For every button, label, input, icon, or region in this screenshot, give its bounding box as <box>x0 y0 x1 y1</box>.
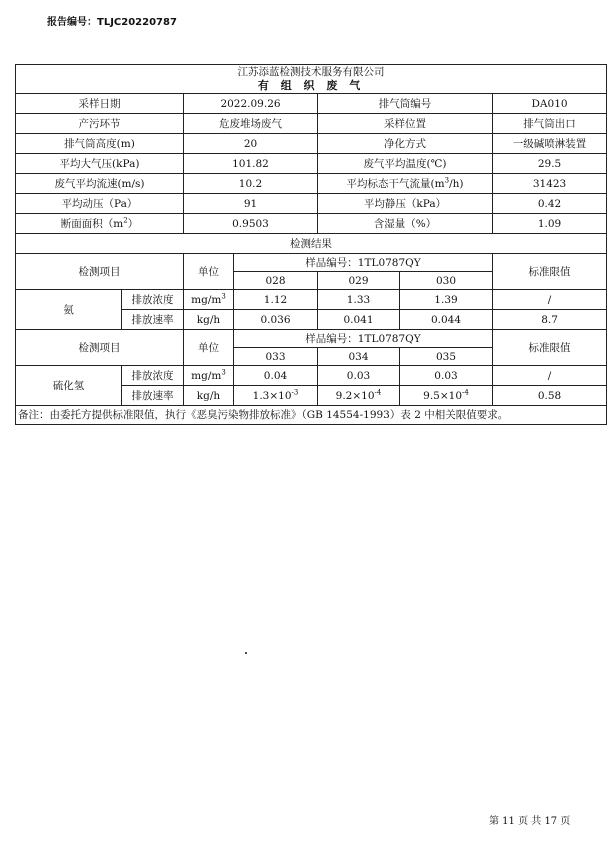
parameter-name: 排放浓度 <box>122 366 184 386</box>
sample-id: 028 <box>234 272 318 290</box>
value-cell: $9.2\times 10^{-4}$ <box>318 386 400 406</box>
pollutant-name: 硫化氢 <box>16 366 122 406</box>
info-value: 排气筒出口 <box>493 114 607 134</box>
data-row <box>16 290 607 310</box>
info-label: 平均动压（Pa） <box>16 194 184 214</box>
info-value: 91 <box>184 194 318 214</box>
info-row <box>16 94 607 114</box>
value-cell: 0.041 <box>318 310 400 330</box>
title-row <box>16 65 607 94</box>
unit-cell: $mg/m^3$ <box>184 366 234 386</box>
limit-cell: / <box>493 366 607 386</box>
results-header-row <box>16 234 607 254</box>
remarks: 备注：由委托方提供标准限值，执行《恶臭污染物排放标准》（GB 14554-1993）表 2 中相关限值要求。 <box>16 406 607 425</box>
sample-id: 034 <box>318 348 400 366</box>
info-label: 断面面积$(m^2)$ <box>16 214 184 234</box>
value-cell: 0.044 <box>400 310 493 330</box>
info-value: 危废堆场废气 <box>184 114 318 134</box>
unit-cell: kg/h <box>184 386 234 406</box>
value-cell: 0.03 <box>400 366 493 386</box>
exhaust-gas-table <box>15 64 607 425</box>
info-row <box>16 194 607 214</box>
item-header: 检测项目 <box>16 330 184 366</box>
scan-speck <box>245 652 247 654</box>
info-value: 10.2 <box>184 174 318 194</box>
info-value: 0.9503 <box>184 214 318 234</box>
sample-id: 030 <box>400 272 493 290</box>
test-report-sheet <box>15 64 606 425</box>
unit-header: 单位 <box>184 254 234 290</box>
sample-id: 029 <box>318 272 400 290</box>
info-label: 净化方式 <box>318 134 493 154</box>
info-value: 31423 <box>493 174 607 194</box>
limit-header: 标准限值 <box>493 330 607 366</box>
info-value: 0.42 <box>493 194 607 214</box>
parameter-name: 排放速率 <box>122 386 184 406</box>
sample-number-header: 样品编号：1TL0787QY <box>234 330 493 348</box>
info-label: 采样日期 <box>16 94 184 114</box>
results-header: 检测结果 <box>16 234 607 254</box>
info-label: 废气平均流速(m/s) <box>16 174 184 194</box>
info-label: 含湿量（%） <box>318 214 493 234</box>
section-header-row <box>16 254 607 272</box>
limit-cell: 0.58 <box>493 386 607 406</box>
data-row <box>16 366 607 386</box>
info-label: 产污环节 <box>16 114 184 134</box>
limit-cell: 8.7 <box>493 310 607 330</box>
info-row <box>16 134 607 154</box>
info-label: 平均静压（kPa） <box>318 194 493 214</box>
value-cell: 1.12 <box>234 290 318 310</box>
sample-id: 033 <box>234 348 318 366</box>
info-label: 排气筒高度(m) <box>16 134 184 154</box>
info-value: 一级碱喷淋装置 <box>493 134 607 154</box>
sample-id: 035 <box>400 348 493 366</box>
note-row <box>16 406 607 425</box>
table-title <box>16 65 607 94</box>
unit-cell: kg/h <box>184 310 234 330</box>
info-row <box>16 154 607 174</box>
info-value: 101.82 <box>184 154 318 174</box>
parameter-name: 排放速率 <box>122 310 184 330</box>
item-header: 检测项目 <box>16 254 184 290</box>
info-value: 29.5 <box>493 154 607 174</box>
pollutant-name: 氨 <box>16 290 122 330</box>
info-label: 废气平均温度(℃) <box>318 154 493 174</box>
info-label: 采样位置 <box>318 114 493 134</box>
value-cell: $9.5\times 10^{-4}$ <box>400 386 493 406</box>
info-value: 20 <box>184 134 318 154</box>
page-number: 第 11 页 共 17 页 <box>489 816 571 827</box>
value-cell: 0.03 <box>318 366 400 386</box>
limit-cell: / <box>493 290 607 310</box>
info-value: DA010 <box>493 94 607 114</box>
unit-cell: $mg/m^3$ <box>184 290 234 310</box>
company-name: 江苏添蓝检测技术服务有限公司 <box>237 66 385 78</box>
parameter-name: 排放浓度 <box>122 290 184 310</box>
limit-header: 标准限值 <box>493 254 607 290</box>
info-label: 平均大气压(kPa) <box>16 154 184 174</box>
info-label: 排气筒编号 <box>318 94 493 114</box>
value-cell: 1.39 <box>400 290 493 310</box>
info-row <box>16 114 607 134</box>
value-cell: 0.04 <box>234 366 318 386</box>
info-row <box>16 174 607 194</box>
info-row <box>16 214 607 234</box>
section-header-row <box>16 330 607 348</box>
report-number: 报告编号：TLJC20220787 <box>47 17 177 28</box>
info-value: 1.09 <box>493 214 607 234</box>
value-cell: $1.3\times 10^{-3}$ <box>234 386 318 406</box>
unit-header: 单位 <box>184 330 234 366</box>
table-subtitle: 有 组 织 废 气 <box>257 79 365 92</box>
sample-number-header: 样品编号：1TL0787QY <box>234 254 493 272</box>
info-value: 2022.09.26 <box>184 94 318 114</box>
value-cell: 0.036 <box>234 310 318 330</box>
value-cell: 1.33 <box>318 290 400 310</box>
info-label: 平均标态干气流量$(m^3/h)$ <box>318 174 493 194</box>
